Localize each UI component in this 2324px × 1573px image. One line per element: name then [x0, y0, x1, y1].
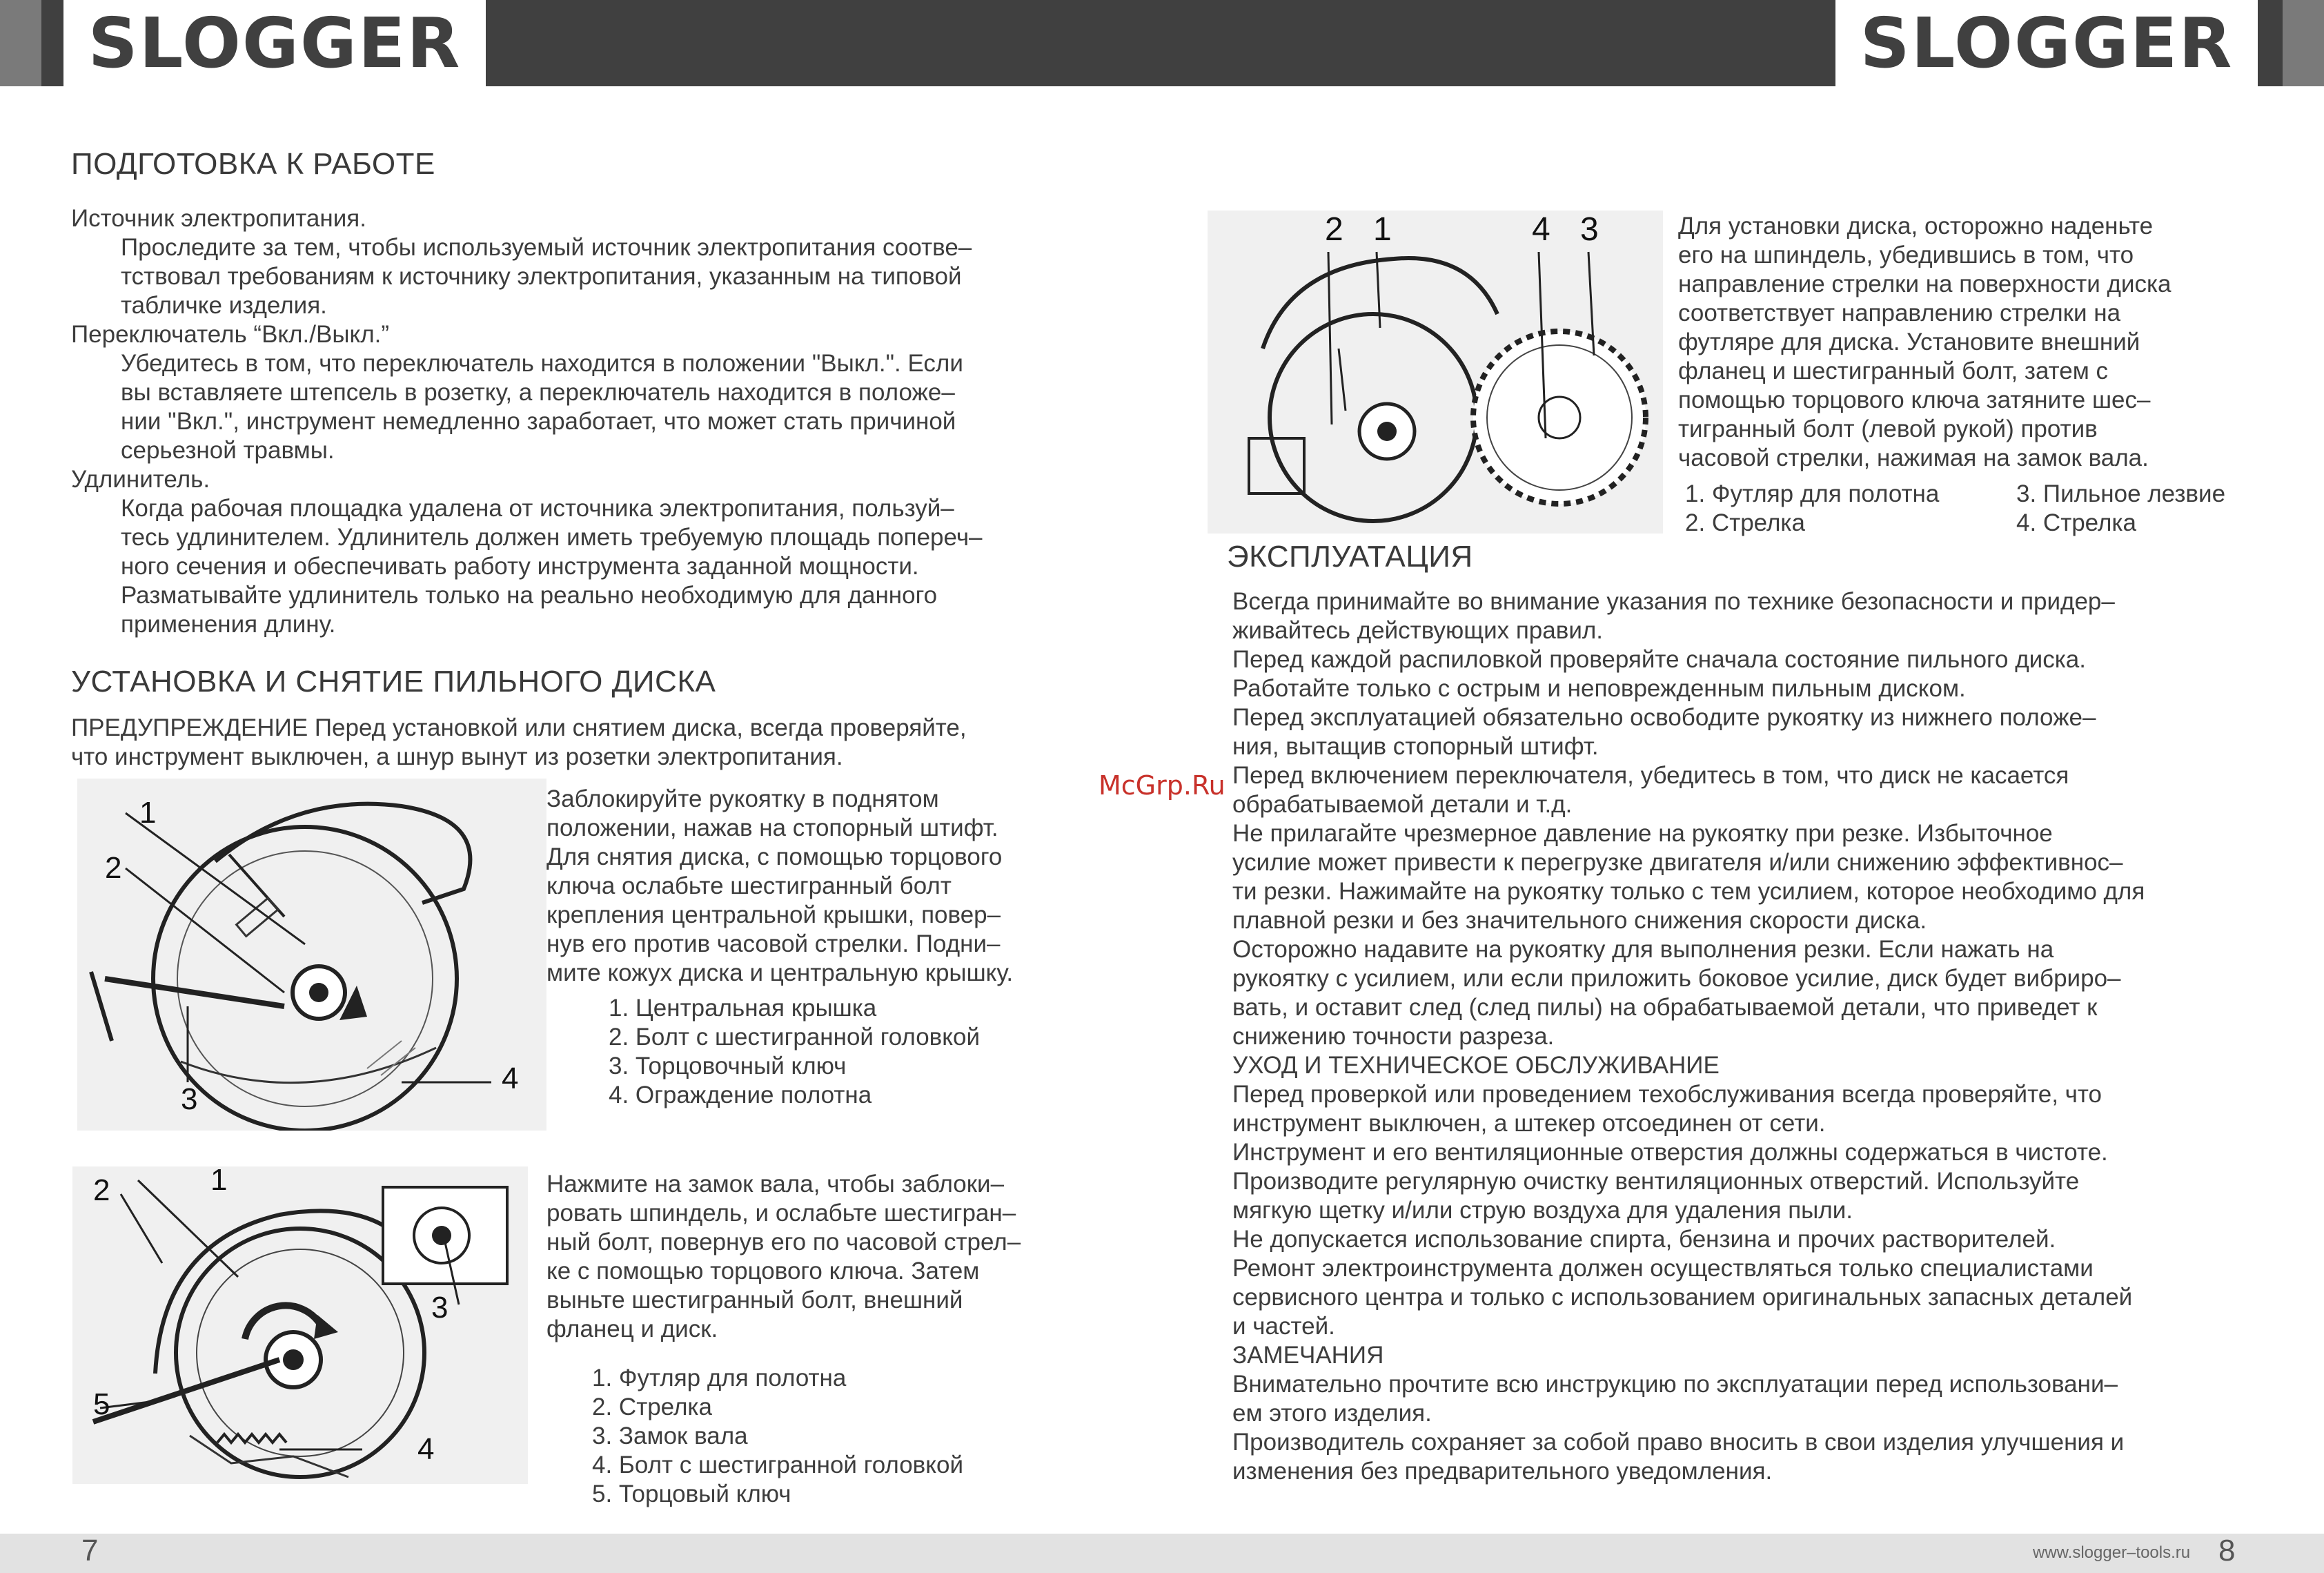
- page-number-right: 8: [2218, 1534, 2236, 1567]
- operation-text: Всегда принимайте во внимание указания по технике безопасности и придер– живайтесь действующих правил. Перед каждой распиловкой проверяйте сначала состояние пильного диска. Работайте только с острым и неповрежденным пильным диском. Перед эксплуатацией обязательно освободите рукоятку из нижнего положе– ния, вытащив стопорный штифт. Перед включением переключателя, убедитесь в том, что диск не касается обрабатываемой детали и т.д. Не прилагайте чрезмерное давление на рукоятку при резке. Избыточное усилие может привести к перегрузке двигателя и/или снижению эффективнос– ти резки. Нажимайте на рукоятку только с тем усилием, которое необходимо для плавной резки и без значительного снижения скорости диска. Осторожно надавите на рукоятку для выполнения резки. Если нажать на рукоятку с усилием, или если приложить боковое усилие, диск будет вибриро– вать, и оставит след (след пилы) на обрабатываемой детали, что приведет к снижению точности разреза. УХОД И ТЕХНИЧЕСКОЕ ОБСЛУЖИВАНИЕ Перед проверкой или проведением техобслуживания всегда проверяйте, что инструмент выключен, а штекер отсоединен от сети. Инструмент и его вентиляционные отверстия должны содержаться в чистоте. Производите регулярную очистку вентиляционных отверстий. Используйте мягкую щетку и/или струю воздуха для удаления пыли. Не допускается использование спирта, бензина и прочих растворителей. Ремонт электроинструмента должен осуществляться только специалистами сервисного центра и только с использованием оригинальных запасных деталей и частей. ЗАМЕЧАНИЯ Внимательно прочтите всю инструкцию по эксплуатации перед использовани– ем этого изделия. Производитель сохраняет за собой право вносить в свои изделия улучшения и изменения без предварительного уведомления.: [1232, 587, 2254, 1486]
- callout-3: 3: [181, 1082, 198, 1116]
- warning-text: ПРЕДУПРЕЖДЕНИЕ Перед установкой или снятием диска, всегда проверяйте, что инструмент выключен, а шнур вынут из розетки электропитания.: [71, 714, 967, 770]
- preparation-text: Источник электропитания. Проследите за тем, чтобы используемый источник электропитания соотве– тствовал требованиям к источнику электропитания, указанным на типовой табличке изделия. Переключатель “Вкл./Выкл.” Убедитесь в том, что переключатель находится в положении "Выкл.". Если вы вставляете штепсель в розетку, а переключатель находится в положе– нии "Вкл.", инструмент немедленно заработает, что может стать причиной серьезной травмы. Удлинитель. Когда рабочая площадка удалена от источника электропитания, пользуй– тесь удлинителем. Удлинитель должен иметь требуемую площадь попереч– ного сечения и обеспечивать работу инструмента заданной мощности. Разматывайте удлинитель только на реально необходимую для данного применения длину.: [71, 204, 1092, 639]
- figure-shaft-lock: [72, 1166, 528, 1484]
- fig3-description: Для установки диска, осторожно наденьте его на шпиндель, убедившись в том, что направление стрелки на поверхности диска соответствует направлению стрелки на футляре для диска. Установите внешний фланец и шестигранный болт, затем с помощью торцового ключа затяните шес– тигранный болт (левой рукой) против часовой стрелки, нажимая на замок вала.: [1678, 213, 2172, 471]
- section-title-preparation: ПОДГОТОВКА К РАБОТЕ: [71, 147, 435, 181]
- callout-2: 2: [1325, 211, 1343, 248]
- callout-4: 4: [502, 1062, 519, 1095]
- saw-shaft-lock-illustration: [72, 1166, 528, 1484]
- extension-heading: Удлинитель.: [71, 466, 210, 493]
- section-title-blade-install: УСТАНОВКА И СНЯТИЕ ПИЛЬНОГО ДИСКА: [71, 665, 716, 698]
- care-heading: УХОД И ТЕХНИЧЕСКОЕ ОБСЛУЖИВАНИЕ: [1232, 1052, 1720, 1079]
- logo-left: SLOGGER: [63, 0, 486, 86]
- callout-4: 4: [1532, 211, 1550, 248]
- callout-5: 5: [93, 1387, 110, 1421]
- callout-3: 3: [1580, 211, 1599, 248]
- callout-1: 1: [210, 1166, 228, 1197]
- fig1-legend: 1. Центральная крышка 2. Болт с шестигранной головкой 3. Торцовочный ключ 4. Ограждение полотна: [609, 995, 980, 1108]
- fig3-legend-a: 1. Футляр для полотна 2. Стрелка: [1685, 480, 1940, 536]
- fig2-legend: 1. Футляр для полотна 2. Стрелка 3. Замок вала 4. Болт с шестигранной головкой 5. Торцовый ключ: [592, 1365, 963, 1507]
- website-url: www.slogger–tools.ru: [2033, 1543, 2191, 1562]
- notes-heading: ЗАМЕЧАНИЯ: [1232, 1342, 1384, 1369]
- header-edge-right: [2283, 0, 2324, 86]
- watermark: McGrp.Ru: [1099, 770, 1225, 801]
- page-number-left: 7: [81, 1534, 99, 1567]
- saw-guard-illustration: [77, 779, 546, 1131]
- figure-blade-removal: [77, 779, 546, 1131]
- header-edge-left: [0, 0, 41, 86]
- section-title-operation: ЭКСПЛУАТАЦИЯ: [1227, 540, 1473, 574]
- callout-2: 2: [105, 851, 122, 885]
- figure-blade-install: [1208, 211, 1663, 534]
- power-heading: Источник электропитания.: [71, 205, 366, 232]
- footer-bar: [0, 1534, 2324, 1573]
- callout-1: 1: [1373, 211, 1392, 248]
- fig2-description: Нажмите на замок вала, чтобы заблоки– ровать шпиндель, и ослабьте шестигран– ный болт, повернув его по часовой стрел– ке с помощью торцового ключа. Затем выньте шестигранный болт, внешний фланец и диск.: [546, 1171, 1021, 1342]
- fig1-description: Заблокируйте рукоятку в поднятом положении, нажав на стопорный штифт. Для снятия диска, с помощью торцового ключа ослабьте шестигранный болт крепления центральной крышки, повер– нув его против часовой стрелки. Подни– мите кожух диска и центральную крышку.: [546, 785, 1014, 986]
- fig3-legend-b: 3. Пильное лезвие 4. Стрелка: [2016, 480, 2226, 536]
- callout-1: 1: [139, 796, 157, 830]
- callout-4: 4: [417, 1432, 435, 1466]
- switch-heading: Переключатель “Вкл./Выкл.”: [71, 321, 389, 348]
- callout-3: 3: [431, 1291, 449, 1325]
- saw-and-blade-illustration: [1208, 211, 1663, 534]
- logo-right: SLOGGER: [1835, 0, 2258, 86]
- callout-2: 2: [93, 1173, 110, 1207]
